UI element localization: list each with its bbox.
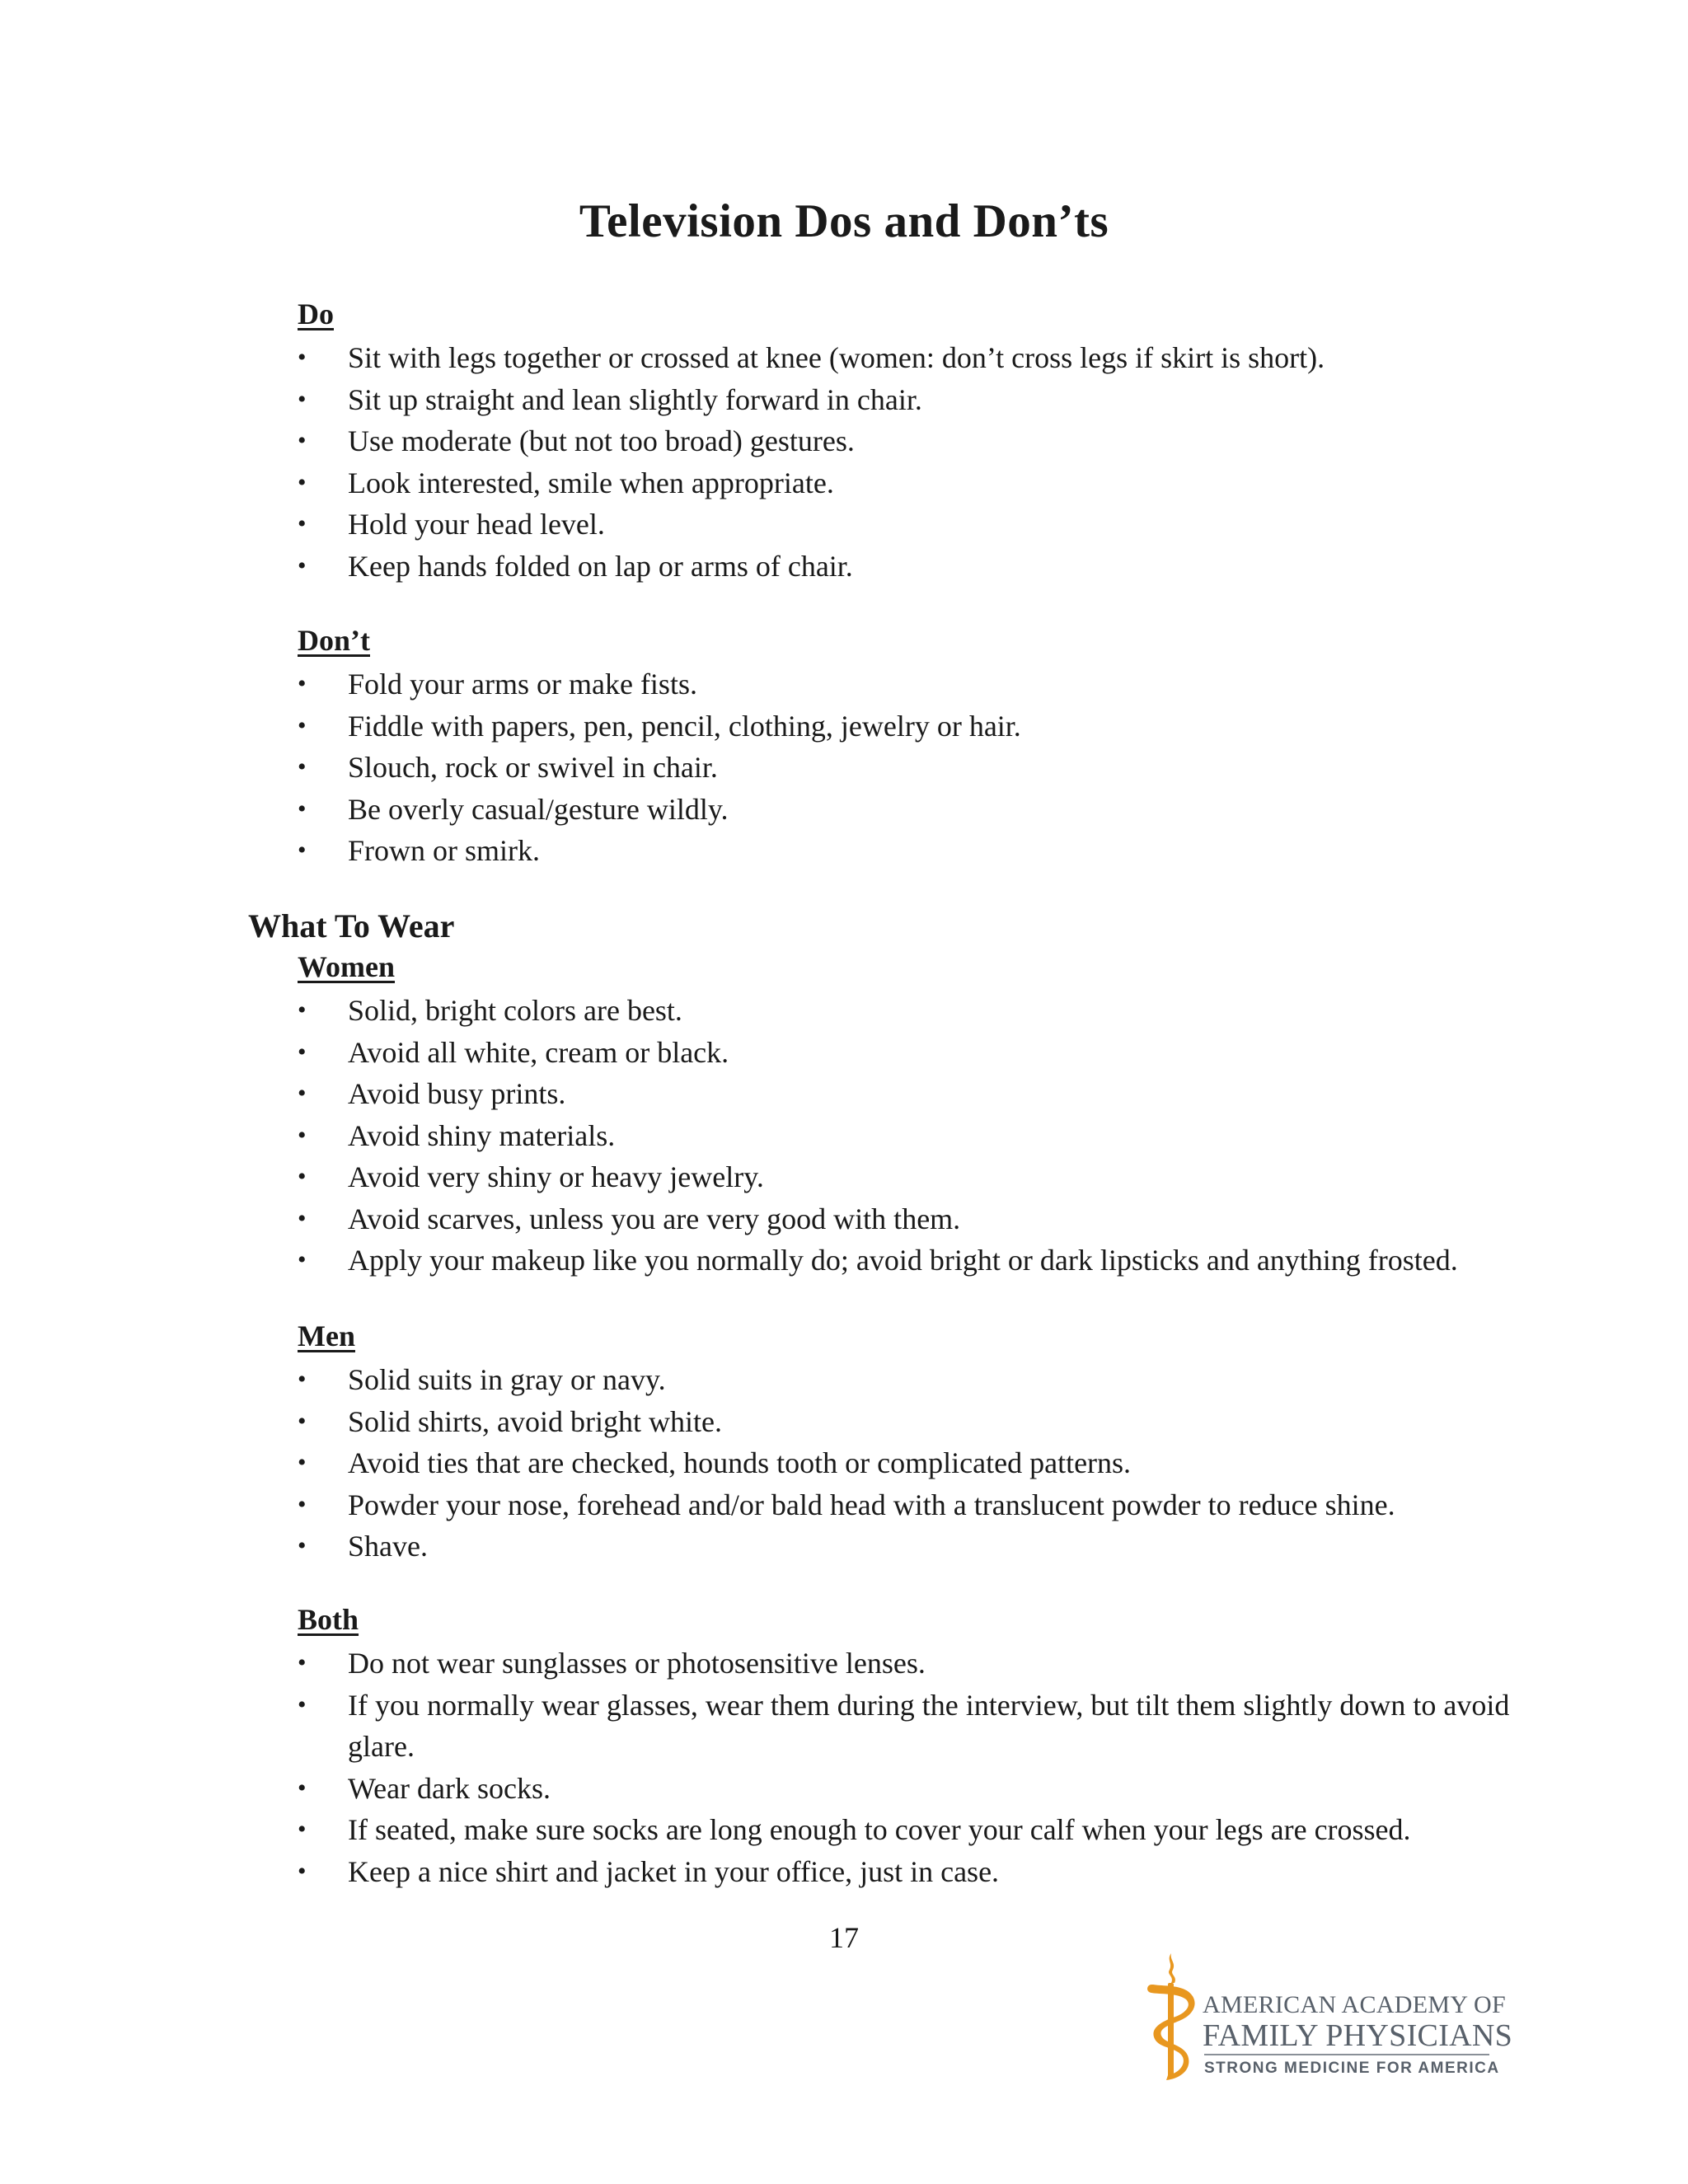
bullet-icon: • (298, 1857, 307, 1885)
list-item-text: Solid suits in gray or navy. (348, 1363, 666, 1396)
list-item (298, 990, 1550, 1032)
list-item-text: Avoid scarves, unless you are very good with them. (348, 1202, 961, 1235)
list-item-text: Keep a nice shirt and jacket in your office, just in case. (348, 1854, 1000, 1888)
list-item-text: Fold your arms or make fists. (348, 668, 697, 701)
bullet-icon: • (298, 1163, 307, 1190)
list-item-text: Avoid ties that are checked, hounds tooth or complicated patterns. (348, 1446, 1132, 1479)
bullet-icon: • (298, 1204, 307, 1232)
list-item-text: If seated, make sure socks are long enough to cover your calf when your legs are crossed. (348, 1813, 1411, 1846)
dont-heading: Don’t (298, 624, 370, 657)
list-item (298, 1643, 1550, 1685)
bullet-icon: • (298, 837, 307, 864)
logo-line1: AMERICAN ACADEMY OF (1203, 1991, 1506, 2018)
list-item (298, 705, 1550, 748)
list-item (298, 420, 1550, 462)
bullet-icon: • (298, 753, 307, 780)
do-heading: Do (298, 298, 334, 330)
bullet-icon: • (298, 551, 307, 579)
list-item-text: Avoid shiny materials. (348, 1118, 616, 1152)
bullet-icon: • (298, 1649, 307, 1676)
list-item-text: Avoid busy prints. (348, 1077, 566, 1110)
caduceus-icon (1142, 1952, 1199, 2083)
list-item-text: If you normally wear glasses, wear them during the interview, but tilt them slightly down to avoid glare. (348, 1688, 1510, 1763)
women-heading: Women (298, 950, 396, 983)
list-item-text: Apply your makeup like you normally do; avoid bright or dark lipsticks and anything frosted. (348, 1244, 1458, 1277)
list-item-text: Frown or smirk. (348, 834, 540, 867)
list-item (298, 789, 1550, 831)
bullet-icon: • (298, 1816, 307, 1843)
list-item (298, 1115, 1550, 1157)
list-item-text: Slouch, rock or swivel in chair. (348, 751, 718, 784)
logo-line2: FAMILY PHYSICIANS (1203, 2018, 1513, 2053)
bullet-icon: • (298, 1038, 307, 1066)
both-heading: Both (298, 1603, 359, 1636)
list-item (298, 1685, 1550, 1768)
bullet-icon: • (298, 468, 307, 496)
do-list (298, 337, 1550, 587)
list-item (298, 1359, 1550, 1401)
list-item (298, 663, 1550, 705)
bullet-icon: • (298, 1121, 307, 1149)
logo-tagline: STRONG MEDICINE FOR AMERICA (1204, 2060, 1500, 2077)
bullet-icon: • (298, 1690, 307, 1718)
list-item (298, 1198, 1550, 1240)
list-item (298, 1156, 1550, 1198)
list-item-text: Do not wear sunglasses or photosensitive lenses. (348, 1647, 926, 1680)
list-item (298, 1809, 1550, 1851)
list-item (298, 747, 1550, 789)
men-heading: Men (298, 1319, 355, 1352)
bullet-icon: • (298, 996, 307, 1024)
bullet-icon: • (298, 1532, 307, 1559)
list-item-text: Fiddle with papers, pen, pencil, clothing, jewelry or hair. (348, 709, 1021, 743)
list-item-text: Keep hands folded on lap or arms of chair. (348, 549, 853, 583)
list-item (298, 504, 1550, 546)
bullet-icon: • (298, 794, 307, 823)
bullet-icon: • (298, 1407, 307, 1435)
list-item (298, 379, 1550, 421)
what-to-wear-heading: What To Wear (248, 907, 455, 944)
bullet-icon: • (298, 670, 307, 697)
list-item (298, 1240, 1550, 1282)
logo-divider (1204, 2054, 1489, 2055)
list-item-text: Sit up straight and lean slightly forward in chair. (348, 382, 922, 416)
bullet-icon: • (298, 1449, 307, 1476)
bullet-icon: • (298, 1366, 307, 1393)
list-item-text: Look interested, smile when appropriate. (348, 466, 834, 499)
list-item-text: Solid, bright colors are best. (348, 994, 682, 1027)
list-item-text: Avoid all white, cream or black. (348, 1035, 729, 1069)
bullet-icon: • (298, 510, 307, 537)
list-item (298, 1401, 1550, 1443)
list-item-text: Use moderate (but not too broad) gestures. (348, 424, 855, 457)
list-item (298, 830, 1550, 872)
men-list (298, 1359, 1550, 1568)
bullet-icon: • (298, 1246, 307, 1273)
list-item (298, 1851, 1550, 1893)
list-item-text: Sit with legs together or crossed at knee (women: don’t cross legs if skirt is short). (348, 341, 1325, 374)
list-item-text: Shave. (348, 1530, 428, 1563)
list-item (298, 337, 1550, 379)
women-list (298, 990, 1550, 1282)
bullet-icon: • (298, 711, 307, 739)
list-item (298, 1484, 1550, 1526)
list-item (298, 462, 1550, 504)
list-item (298, 1032, 1550, 1074)
page-title: Television Dos and Don’ts (579, 195, 1109, 247)
bullet-icon: • (298, 427, 307, 454)
list-item-text: Avoid very shiny or heavy jewelry. (348, 1160, 764, 1193)
dont-list (298, 663, 1550, 872)
list-item (298, 1073, 1550, 1115)
bullet-icon: • (298, 1774, 307, 1802)
bullet-icon: • (298, 344, 307, 371)
list-item-text: Powder your nose, forehead and/or bald head with a translucent powder to reduce shine. (348, 1488, 1395, 1521)
aafp-logo (1142, 1952, 1513, 2083)
page-number: 17 (829, 1921, 859, 1954)
bullet-icon: • (298, 1490, 307, 1518)
list-item-text: Wear dark socks. (348, 1771, 551, 1805)
list-item (298, 1442, 1550, 1484)
list-item-text: Solid shirts, avoid bright white. (348, 1404, 722, 1438)
list-item (298, 546, 1550, 588)
list-item-text: Hold your head level. (348, 508, 605, 541)
list-item (298, 1768, 1550, 1810)
bullet-icon: • (298, 1080, 307, 1107)
list-item (298, 1526, 1550, 1568)
list-item-text: Be overly casual/gesture wildly. (348, 792, 729, 826)
bullet-icon: • (298, 385, 307, 413)
both-list (298, 1643, 1550, 1892)
